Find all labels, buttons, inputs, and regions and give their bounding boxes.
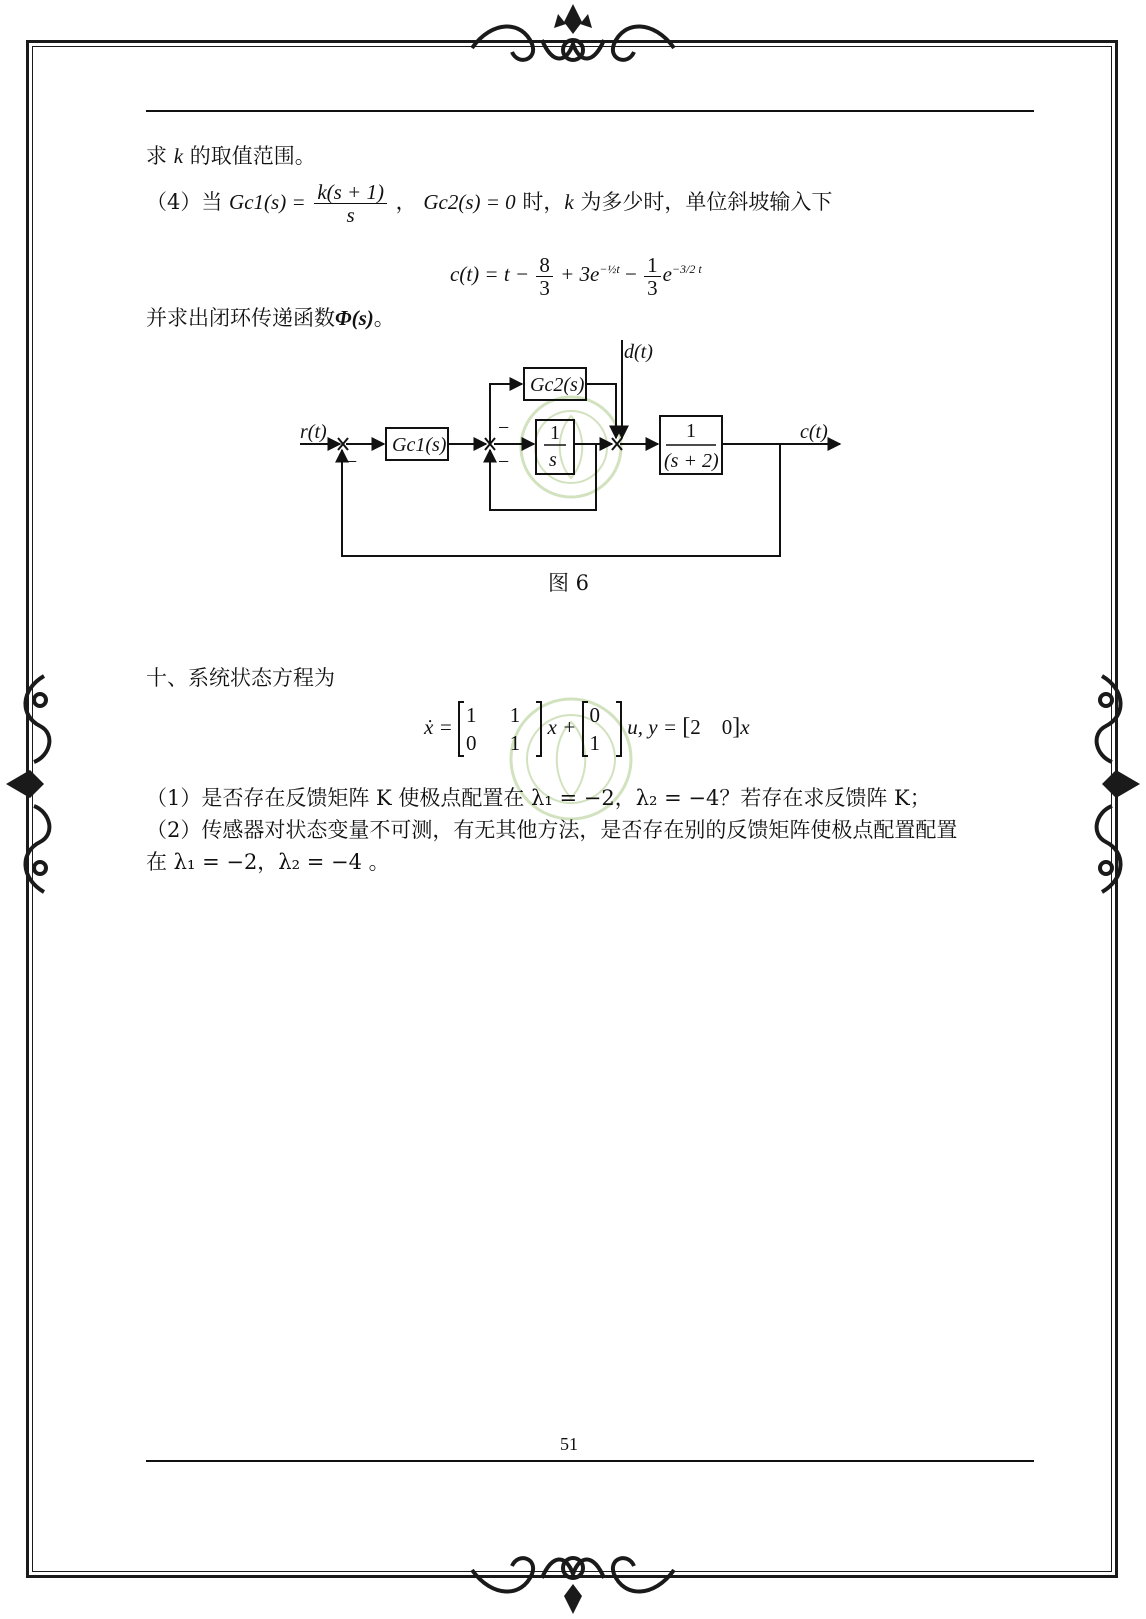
fraction: $\frac{k(s + 1)}{s}$: [314, 181, 387, 226]
top-ornament-icon: [462, 0, 684, 82]
text-line: （1）是否存在反馈矩阵 K 使极点配置在 λ₁ = −2，λ₂ = −4？若存在求反馈阵 K；: [146, 786, 931, 810]
section-title: 十、系统状态方程为: [146, 666, 335, 690]
text-line: （4）当 Gc1(s) = $\frac{k(s + 1)}{s}$ ， Gc2(s) = 0 时，k 为多少时，单位斜坡输入下: [146, 180, 833, 227]
minus-sign: −: [498, 417, 510, 439]
state-equation: ẋ = 1 1 0 1 x + 0 1 u, y = [2 0]x: [424, 703, 750, 756]
footer-rule: [146, 1460, 1034, 1462]
response-formula: c(t) = t − $\frac{8}{3}$ + $3e^{-\frac{1}{2}t}$ − $\frac{1}{3}$ $e^{-3/2 t}$: [450, 252, 702, 300]
header-rule: [146, 110, 1034, 112]
fraction: $\frac{8}{3}$: [536, 254, 553, 299]
left-ornament-icon: [0, 666, 60, 902]
figure-caption: 图 6: [548, 571, 590, 595]
matrix-c: 2 0: [690, 715, 733, 739]
d-label: d(t): [624, 341, 653, 363]
c-label: c(t): [800, 421, 828, 443]
gc1-label: Gc1(s): [392, 434, 447, 456]
gc2-label: Gc2(s): [530, 374, 585, 396]
block-diagram: [300, 340, 860, 565]
text-line: （2）传感器对状态变量不可测，有无其他方法，是否存在别的反馈矩阵使极点配置配置: [146, 818, 958, 842]
matrix-a: 1 1 0 1: [458, 701, 542, 757]
minus-sign: −: [498, 451, 510, 473]
bottom-ornament-icon: [462, 1536, 684, 1618]
fraction: $\frac{1}{3}$: [644, 254, 661, 299]
integrator-num: 1: [550, 422, 560, 444]
minus-sign: −: [346, 451, 358, 473]
plant-num: 1: [686, 420, 696, 442]
right-ornament-icon: [1086, 666, 1146, 902]
text-line: 并求出闭环传递函数Φ(s)。: [146, 306, 395, 330]
plant-den: (s + 2): [664, 450, 719, 472]
matrix-b: 0 1: [582, 701, 623, 757]
text-line: 在 λ₁ = −2，λ₂ = −4 。: [146, 850, 390, 874]
integrator-den: s: [549, 449, 557, 471]
r-label: r(t): [300, 421, 327, 443]
text-line: 求 k 的取值范围。: [146, 144, 316, 168]
page-number: 51: [560, 1434, 578, 1454]
